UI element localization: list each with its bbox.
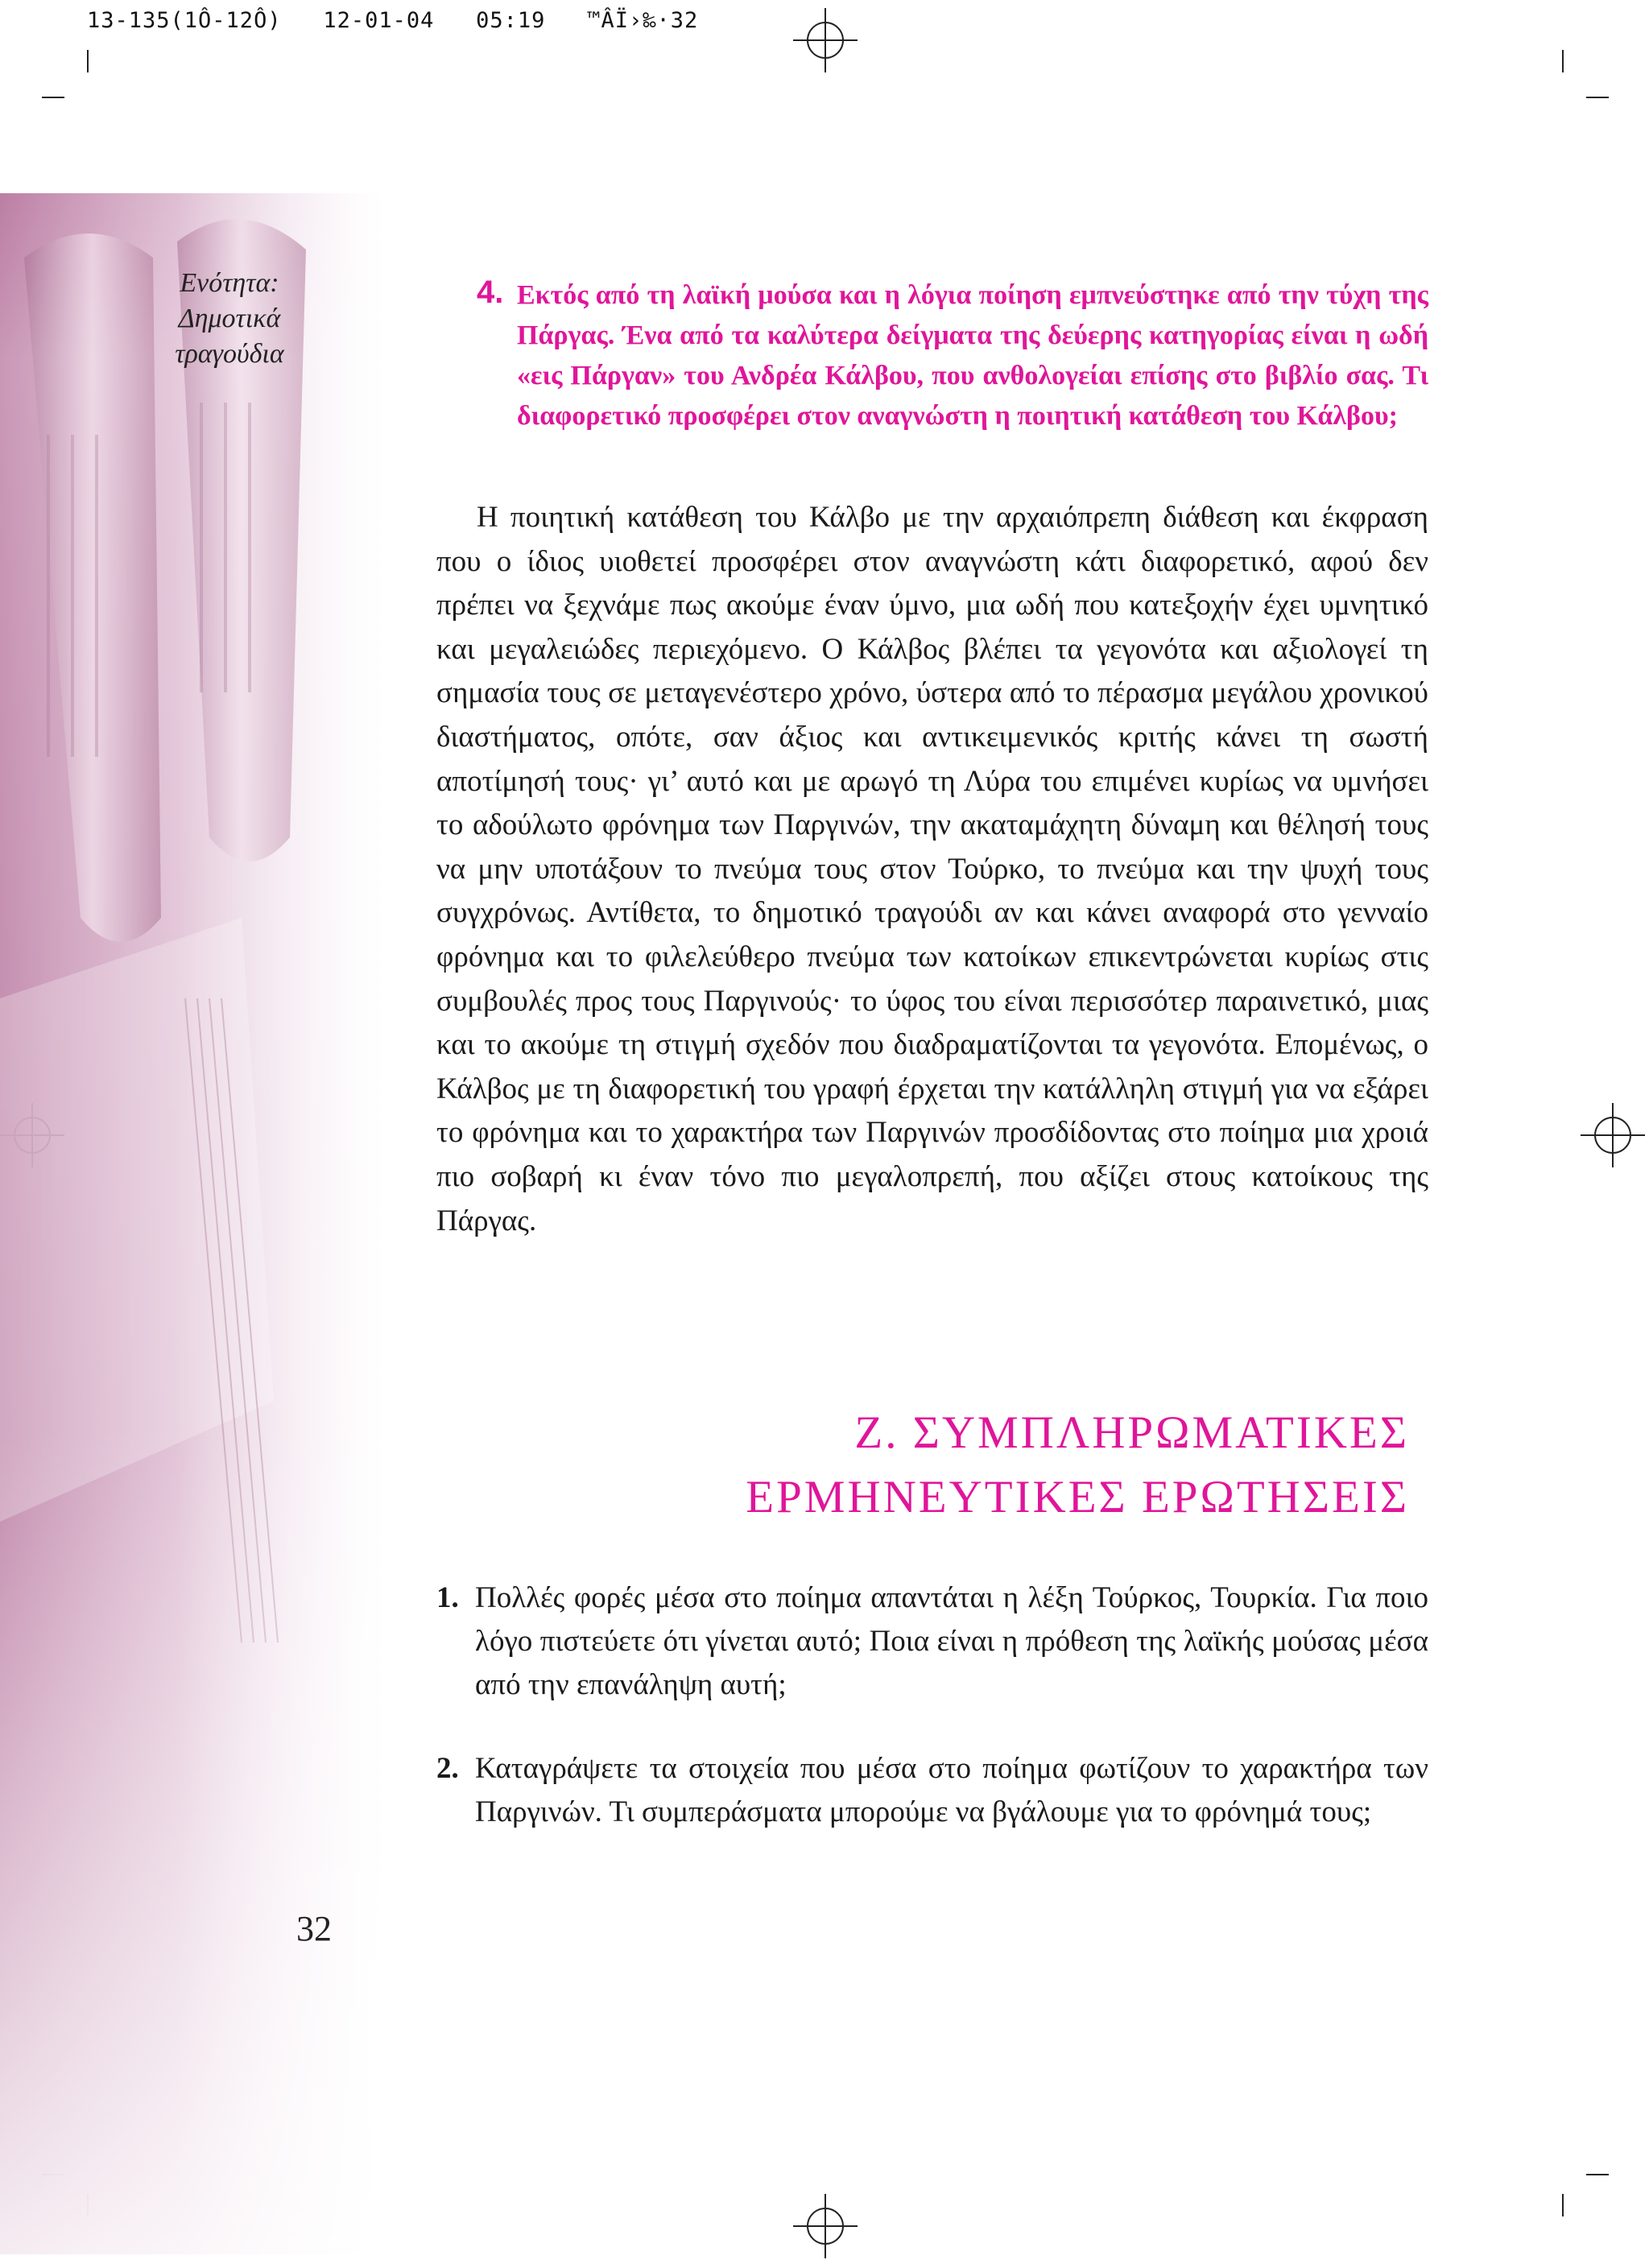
sidebar-book-illustration bbox=[0, 193, 395, 2254]
list-item-question bbox=[436, 1747, 1428, 1834]
question-number: 4. bbox=[477, 275, 504, 310]
page-number: 32 bbox=[296, 1909, 332, 1948]
crop-mark bbox=[87, 50, 89, 72]
question-number: 1. bbox=[436, 1581, 459, 1614]
registration-mark-icon bbox=[789, 4, 862, 76]
list-item-question bbox=[436, 1576, 1428, 1707]
crop-mark bbox=[1562, 2194, 1564, 2216]
section-tag-line: Ενότητα: bbox=[180, 268, 279, 298]
crop-mark bbox=[42, 97, 64, 98]
registration-mark-icon bbox=[1577, 1099, 1649, 1171]
question-text: Πολλές φορές μέσα στο ποίημα απαντάται η λέξη Τούρκος, Τουρκία. Για ποιο λόγο πιστεύετε ότι γίνεται αυτό; Ποια είναι η πρόθεση της λαϊκής μούσας μέσα από την επανάληψη αυτή; bbox=[475, 1581, 1428, 1701]
section-tag bbox=[145, 266, 314, 372]
question-text: Εκτός από τη λαϊκή μούσα και η λόγια ποίηση εμπνεύστηκε από την τύχη της Πάργας. Ένα από τα καλύτερα δείγματα της δεύερης κατηγορίας είναι η ωδή «εις Πάργαν» του Ανδρέα Κάλβου, που ανθολογείαι επίσης στο βιβλίο σας. Τι διαφορετικό προσφέρει στον αναγνώστη η ποιητική κατάθεση του Κάλβου; bbox=[517, 280, 1428, 431]
registration-mark-icon bbox=[789, 2190, 862, 2262]
crop-mark bbox=[1586, 97, 1609, 98]
section-tag-line: τραγούδια bbox=[175, 339, 284, 369]
crop-mark bbox=[1586, 2174, 1609, 2175]
question-text: Καταγράψετε τα στοιχεία που μέσα στο ποίημα φωτίζουν το χαρακτήρα των Παργινών. Τι συμπεράσματα μπορούμε να βγάλουμε για το φρόνημά τους; bbox=[475, 1752, 1428, 1828]
section-heading-line: Ζ. ΣΥΜΠΛΗΡΩΜΑΤΙΚΕΣ bbox=[854, 1407, 1409, 1458]
question-4 bbox=[477, 275, 1428, 436]
section-tag-line: Δημοτικά bbox=[178, 304, 281, 333]
answer-paragraph: Η ποιητική κατάθεση του Κάλβο με την αρχαιόπρεπη διάθεση και έκφραση που ο ίδιος υιοθετεί προσφέρει στον αναγνώστη κάτι διαφορετικό, αφού δεν πρέπει να ξεχνάμε πως ακούμε έναν ύμνο, μια ωδή που κατεξοχήν έχει υμνητικό και μεγαλειώδες περιεχόμενο. Ο Κάλβος βλέπει τα γεγονότα και αξιολογεί τη σημασία τους σε μεταγενέστερο χρόνο, ύστερα από το πέρασμα μεγάλου χρονικού διαστήματος, οπότε, σαν άξιος και αντικειμενικός κριτής κάνει τη σωστή αποτίμησή τους· γι’ αυτό και με αρωγό τη Λύρα του επιμένει κυρίως να υμνήσει το αδούλωτο φρόνημα των Παργινών, την ακαταμάχητη δύναμη και θέλησή τους να μην υποτάξουν το πνεύμα τους στον Τούρκο, το πνεύμα και την ψυχή τους συγχρόνως. Αντίθετα, το δημοτικό τραγούδι αν και κάνει αναφορά στο γενναίο φρόνημα και το φιλελεύθερο πνεύμα των κατοίκων επικεντρώνεται κυρίως στις συμβουλές προς τους Παργινούς· το ύφος του είναι περισσότερ παραινετικό, μιας και το ακούμε τη στιγμή σχεδόν που διαδραματίζονται τα γεγονότα. Επομένως, ο Κάλβος με τη διαφορετική του γραφή έρχεται την κατάλληλη στιγμή για να εξάρει το φρόνημα και το χαρακτήρα των Παργινών προσδίδοντας στο ποίημα μια χροιά πιο σοβαρή κι έναν τόνο πιο μεγαλοπρεπή, που αξίζει στους κατοίκους της Πάργας. bbox=[436, 501, 1428, 1237]
print-slug: 13-135(1Ô-12Ô) 12-01-04 05:19 ™ÂÏ›‰·32 bbox=[87, 8, 699, 33]
section-heading-line: ΕΡΜΗΝΕΥΤΙΚΕΣ ΕΡΩΤΗΣΕΙΣ bbox=[746, 1472, 1409, 1522]
section-heading bbox=[612, 1401, 1409, 1530]
crop-mark bbox=[1562, 50, 1564, 72]
question-number: 2. bbox=[436, 1752, 459, 1785]
